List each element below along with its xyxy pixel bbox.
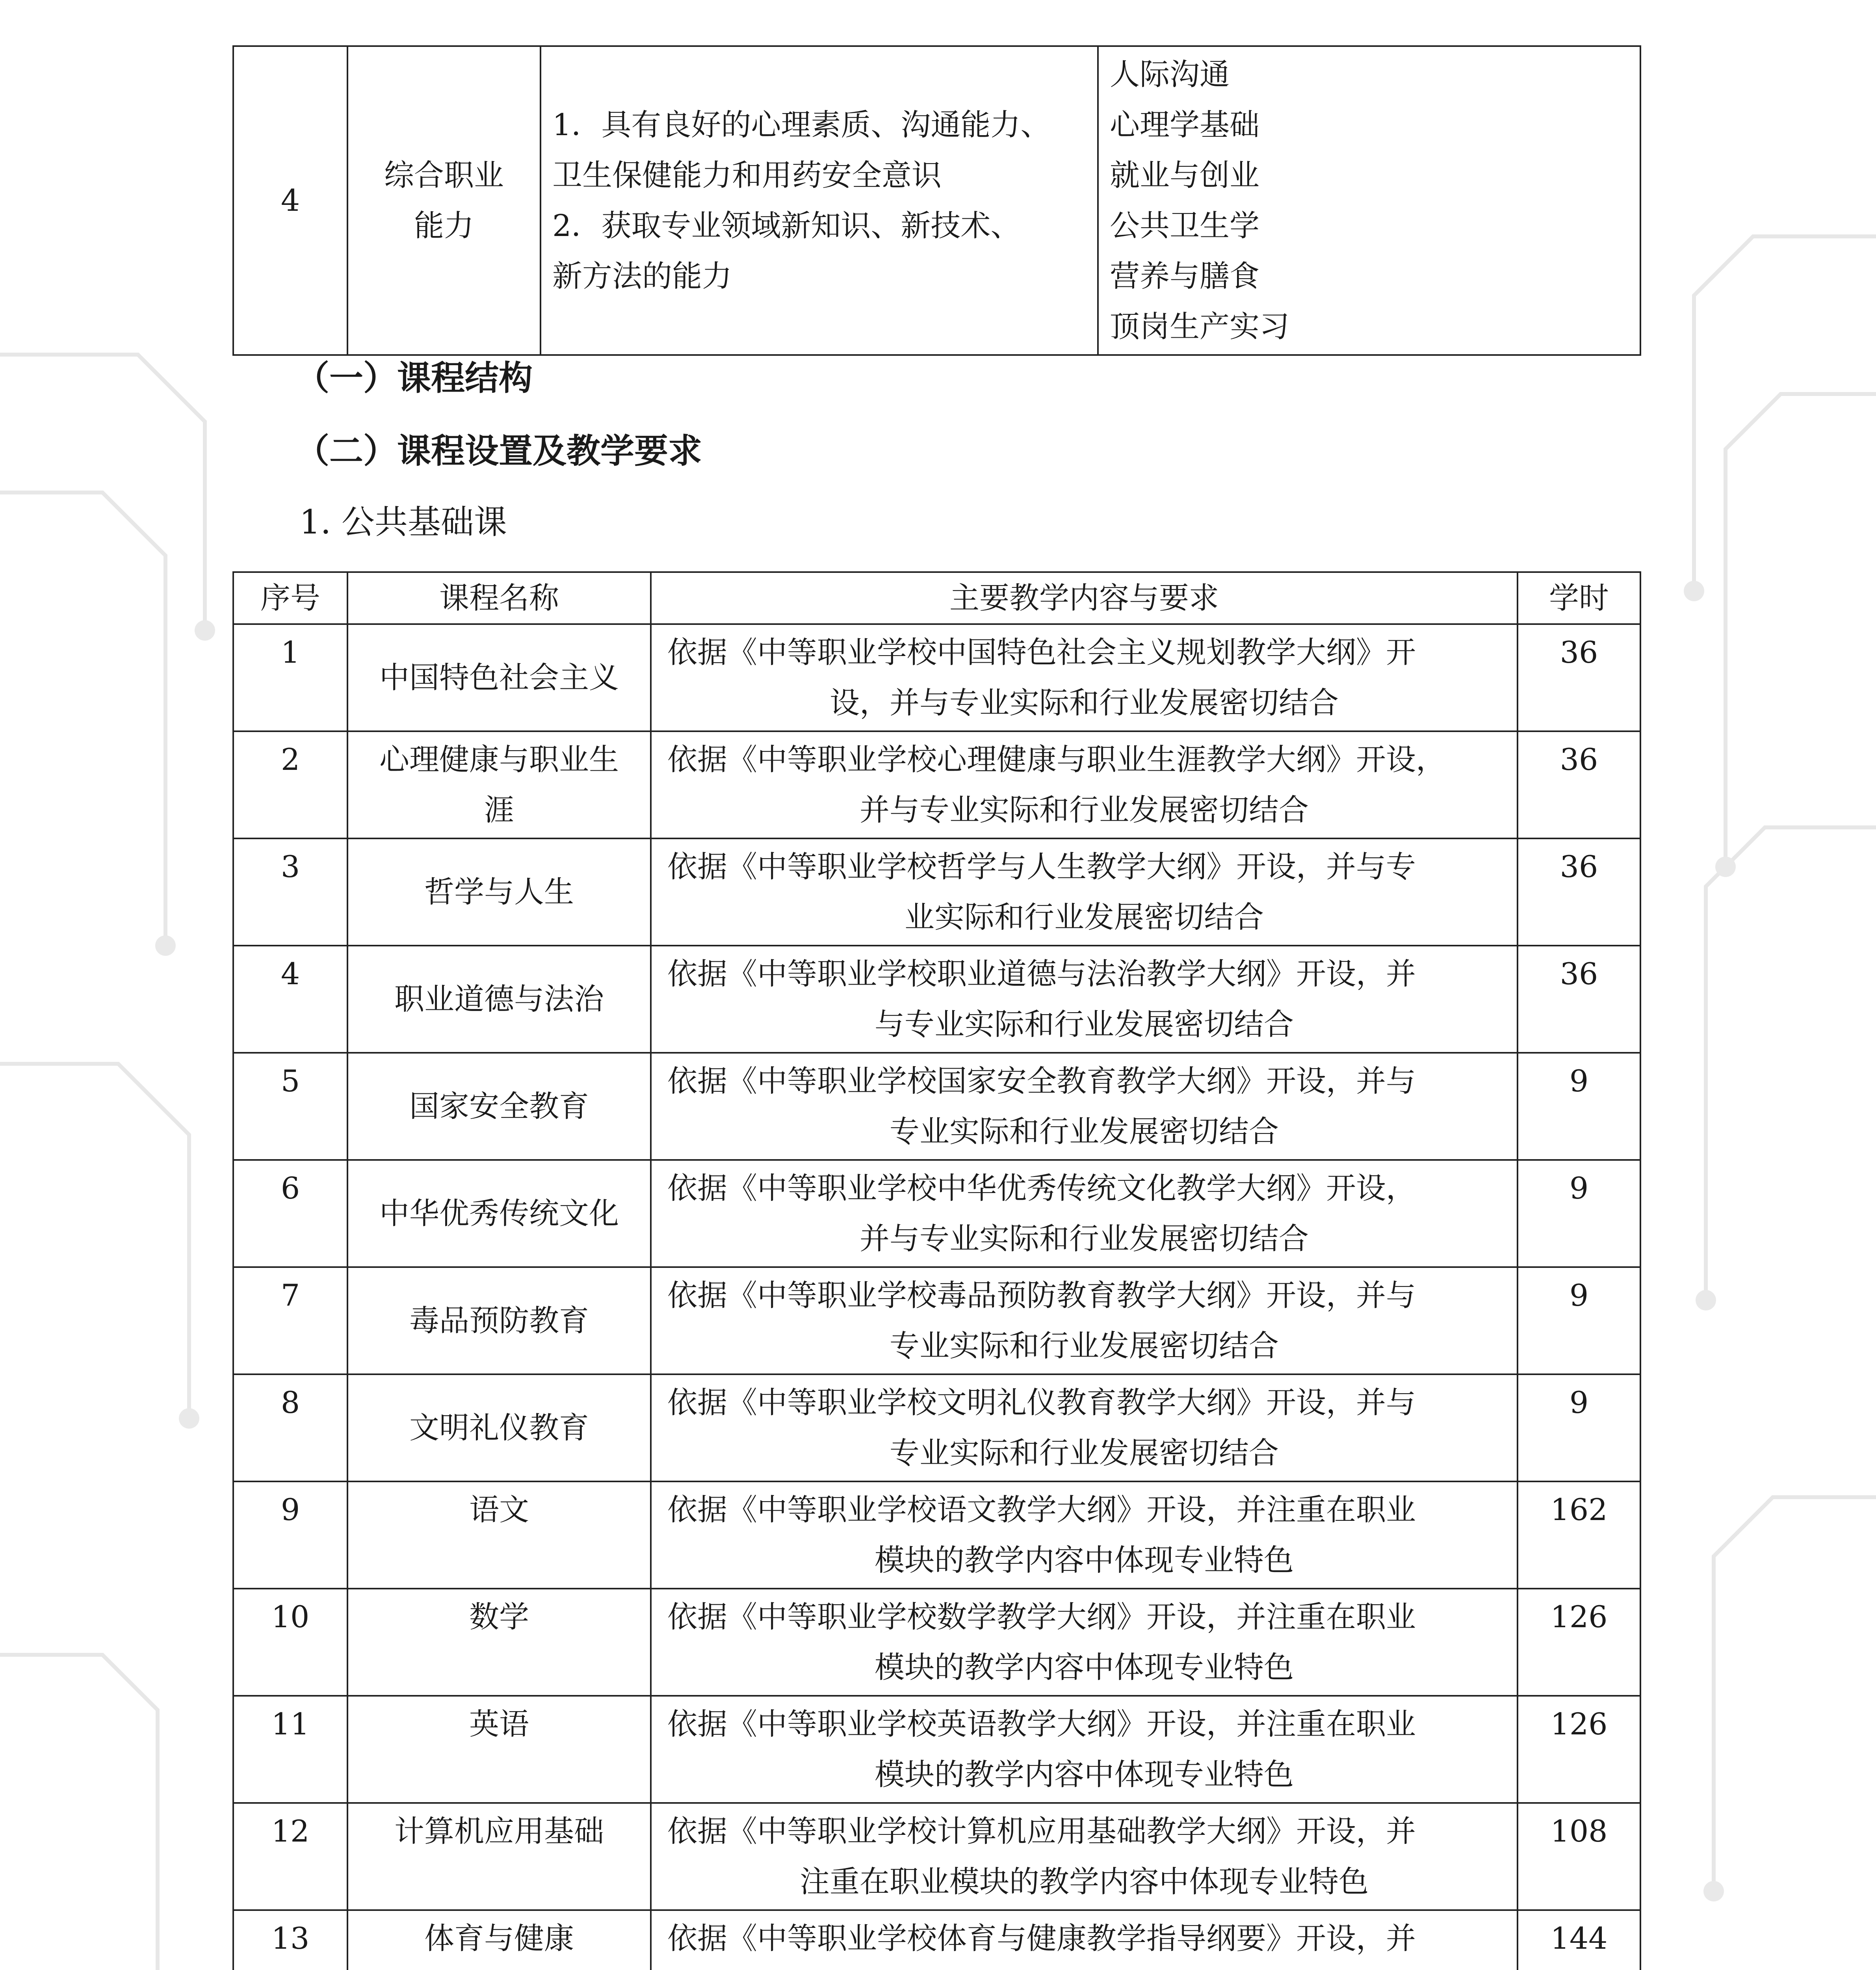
section-heading-course-structure: （一）课程结构 (295, 359, 533, 398)
course-line: 心理学基础 (1110, 107, 1259, 142)
course-name-line: 语文 (469, 1492, 529, 1527)
content-line: 依据《中等职业学校数学教学大纲》开设，并注重在职业 (667, 1599, 1416, 1634)
course-hours (1518, 624, 1640, 731)
content-line: 业实际和行业发展密切结合 (905, 900, 1264, 935)
subsection-heading-public-basic: 1. 公共基础课 (299, 503, 507, 541)
course-name-line: 中国特色社会主义 (379, 660, 619, 695)
course-hours-text: 126 (1550, 1706, 1608, 1741)
table-row (233, 1910, 1640, 1970)
course-hours-text: 36 (1560, 956, 1598, 991)
row-number (233, 946, 347, 1053)
content-line: 依据《中等职业学校国家安全教育教学大纲》开设，并与 (667, 1063, 1416, 1098)
ability-table (232, 45, 1641, 356)
course-hours (1518, 731, 1640, 838)
row-number-text: 3 (280, 849, 300, 884)
row-number-text: 7 (280, 1278, 300, 1313)
ability-name-line: 综合职业 (384, 158, 504, 193)
course-content (651, 1160, 1518, 1267)
row-number-text: 12 (271, 1814, 310, 1849)
content-line: 依据《中等职业学校文明礼仪教育教学大纲》开设，并与 (667, 1385, 1416, 1420)
course-name-line: 数学 (469, 1599, 529, 1634)
content-line: 模块的教学内容中体现专业特色 (875, 1543, 1294, 1578)
course-name-line: 职业道德与法治 (394, 981, 604, 1017)
course-name (347, 731, 651, 838)
header-cell-content: 主要教学内容与要求 (651, 572, 1518, 624)
course-hours-text: 144 (1550, 1921, 1608, 1956)
content-line: 模块的教学内容中体现专业特色 (875, 1757, 1294, 1792)
content-line: 依据《中等职业学校职业道德与法治教学大纲》开设，并 (667, 956, 1416, 991)
course-name-line: 国家安全教育 (409, 1089, 589, 1124)
content-line: 设，并与专业实际和行业发展密切结合 (830, 685, 1339, 720)
table-row (233, 1160, 1640, 1267)
content-line: 依据《中等职业学校计算机应用基础教学大纲》开设，并 (667, 1814, 1416, 1849)
requirement-line: 新方法的能力 (552, 258, 732, 294)
table-row (233, 946, 1640, 1053)
course-hours-text: 36 (1560, 849, 1598, 884)
row-number (233, 1803, 347, 1910)
course-hours (1518, 1696, 1640, 1803)
requirement-line: 卫生保健能力和用药安全意识 (552, 158, 942, 193)
content-line: 依据《中等职业学校中华优秀传统文化教学大纲》开设， (667, 1171, 1416, 1206)
row-number (233, 1481, 347, 1589)
course-hours-text: 162 (1550, 1492, 1608, 1527)
course-hours (1518, 1803, 1640, 1910)
table-row (233, 1267, 1640, 1374)
ability-name-line: 能力 (414, 208, 474, 243)
content-line: 依据《中等职业学校语文教学大纲》开设，并注重在职业 (667, 1492, 1416, 1527)
row-number-text: 1 (280, 635, 300, 670)
content-line: 依据《中等职业学校中国特色社会主义规划教学大纲》开 (667, 635, 1416, 670)
content-line: 依据《中等职业学校哲学与人生教学大纲》开设，并与专 (667, 849, 1416, 884)
course-line: 就业与创业 (1110, 158, 1259, 193)
course-content (651, 1803, 1518, 1910)
row-number (233, 1160, 347, 1267)
course-name-line: 涯 (484, 792, 514, 827)
course-hours-text: 36 (1560, 742, 1598, 777)
course-name (347, 1374, 651, 1481)
content-line: 专业实际和行业发展密切结合 (890, 1328, 1279, 1363)
course-name (347, 838, 651, 946)
content-line: 专业实际和行业发展密切结合 (890, 1435, 1279, 1470)
table-row (233, 1374, 1640, 1481)
row-number-text: 4 (280, 956, 300, 991)
content-line: 并与专业实际和行业发展密切结合 (860, 1221, 1309, 1256)
row-number: 4 (233, 46, 347, 355)
course-hours (1518, 1910, 1640, 1970)
content-line: 模块的教学内容中体现专业特色 (875, 1650, 1294, 1685)
row-number-text: 2 (280, 742, 300, 777)
row-number-text: 5 (280, 1063, 300, 1098)
course-content (651, 946, 1518, 1053)
course-hours-text: 126 (1550, 1599, 1608, 1634)
content-line (667, 1964, 1501, 1970)
related-courses (1098, 46, 1640, 355)
course-hours (1518, 1053, 1640, 1160)
row-number (233, 1053, 347, 1160)
course-name-line: 哲学与人生 (424, 874, 574, 909)
course-line: 人际沟通 (1110, 57, 1230, 92)
ability-name (347, 46, 541, 355)
content-line: 依据《中等职业学校毒品预防教育教学大纲》开设，并与 (667, 1278, 1416, 1313)
course-name-line: 文明礼仪教育 (409, 1410, 589, 1445)
course-hours-text: 9 (1569, 1063, 1589, 1098)
row-number-text: 10 (271, 1599, 310, 1634)
course-hours-text: 36 (1560, 635, 1598, 670)
row-number-text: 8 (280, 1385, 300, 1420)
course-name (347, 624, 651, 731)
course-content (651, 731, 1518, 838)
row-number-text: 6 (280, 1171, 300, 1206)
course-name (347, 1589, 651, 1696)
table-row (233, 731, 1640, 838)
row-number-text: 9 (280, 1492, 300, 1527)
course-content (651, 1589, 1518, 1696)
course-content (651, 1374, 1518, 1481)
table-row (233, 1696, 1640, 1803)
content-line: 依据《中等职业学校心理健康与职业生涯教学大纲》开设， (667, 742, 1446, 777)
course-name (347, 1160, 651, 1267)
content-line: 专业实际和行业发展密切结合 (890, 1114, 1279, 1149)
row-number (233, 1589, 347, 1696)
table-row (233, 1589, 1640, 1696)
course-hours-text: 108 (1550, 1814, 1608, 1849)
ability-requirements (541, 46, 1098, 355)
course-name-line: 毒品预防教育 (409, 1303, 589, 1338)
course-name (347, 1803, 651, 1910)
row-number-text: 13 (271, 1921, 310, 1956)
content-line: 与专业实际和行业发展密切结合 (875, 1007, 1294, 1042)
content-line: 依据《中等职业学校体育与健康教学指导纲要》开设，并 (667, 1921, 1416, 1956)
course-content (651, 1910, 1518, 1970)
content-line: 依据《中等职业学校英语教学大纲》开设，并注重在职业 (667, 1706, 1416, 1741)
course-name-line: 中华优秀传统文化 (379, 1196, 619, 1231)
table-row (233, 838, 1640, 946)
table-row (233, 1803, 1640, 1910)
course-name-line: 英语 (469, 1706, 529, 1741)
course-table (232, 571, 1641, 1970)
row-number (233, 1696, 347, 1803)
table-row (233, 46, 1640, 355)
course-content (651, 838, 1518, 946)
course-content (651, 1696, 1518, 1803)
course-name (347, 1910, 651, 1970)
header-cell-hours: 学时 (1518, 572, 1640, 624)
course-hours (1518, 946, 1640, 1053)
course-hours (1518, 1374, 1640, 1481)
course-hours (1518, 1481, 1640, 1589)
course-name-line: 体育与健康 (424, 1921, 574, 1956)
course-name (347, 1696, 651, 1803)
requirement-line: 2．获取专业领域新知识、新技术、 (552, 208, 1021, 243)
course-hours-text: 9 (1569, 1278, 1589, 1313)
course-hours (1518, 838, 1640, 946)
course-content (651, 1053, 1518, 1160)
table-row (233, 1481, 1640, 1589)
course-hours-text: 9 (1569, 1171, 1589, 1206)
row-number (233, 1910, 347, 1970)
requirement-line: 1．具有良好的心理素质、沟通能力、 (552, 107, 1051, 142)
course-hours (1518, 1267, 1640, 1374)
table-row (233, 1053, 1640, 1160)
course-name (347, 946, 651, 1053)
course-name (347, 1053, 651, 1160)
course-line: 营养与膳食 (1110, 258, 1259, 294)
course-name-line: 心理健康与职业生 (379, 742, 619, 777)
header-cell-number: 序号 (233, 572, 347, 624)
course-line: 公共卫生学 (1110, 208, 1259, 243)
course-hours (1518, 1160, 1640, 1267)
row-number (233, 731, 347, 838)
course-name (347, 1267, 651, 1374)
row-number (233, 838, 347, 946)
course-hours (1518, 1589, 1640, 1696)
row-number-text: 11 (271, 1706, 310, 1741)
course-hours-text: 9 (1569, 1385, 1589, 1420)
course-name-line: 计算机应用基础 (394, 1814, 604, 1849)
content-line: 并与专业实际和行业发展密切结合 (860, 792, 1309, 827)
row-number (233, 1267, 347, 1374)
row-number (233, 1374, 347, 1481)
course-content (651, 1481, 1518, 1589)
table-header-row (233, 572, 1640, 624)
content-line: 注重在职业模块的教学内容中体现专业特色 (800, 1864, 1369, 1899)
section-heading-course-settings: （二）课程设置及教学要求 (295, 431, 702, 471)
table-row (233, 624, 1640, 731)
row-number (233, 624, 347, 731)
course-name (347, 1481, 651, 1589)
course-line: 顶岗生产实习 (1110, 309, 1289, 344)
course-content (651, 624, 1518, 731)
header-cell-course-name: 课程名称 (347, 572, 651, 624)
course-content (651, 1267, 1518, 1374)
